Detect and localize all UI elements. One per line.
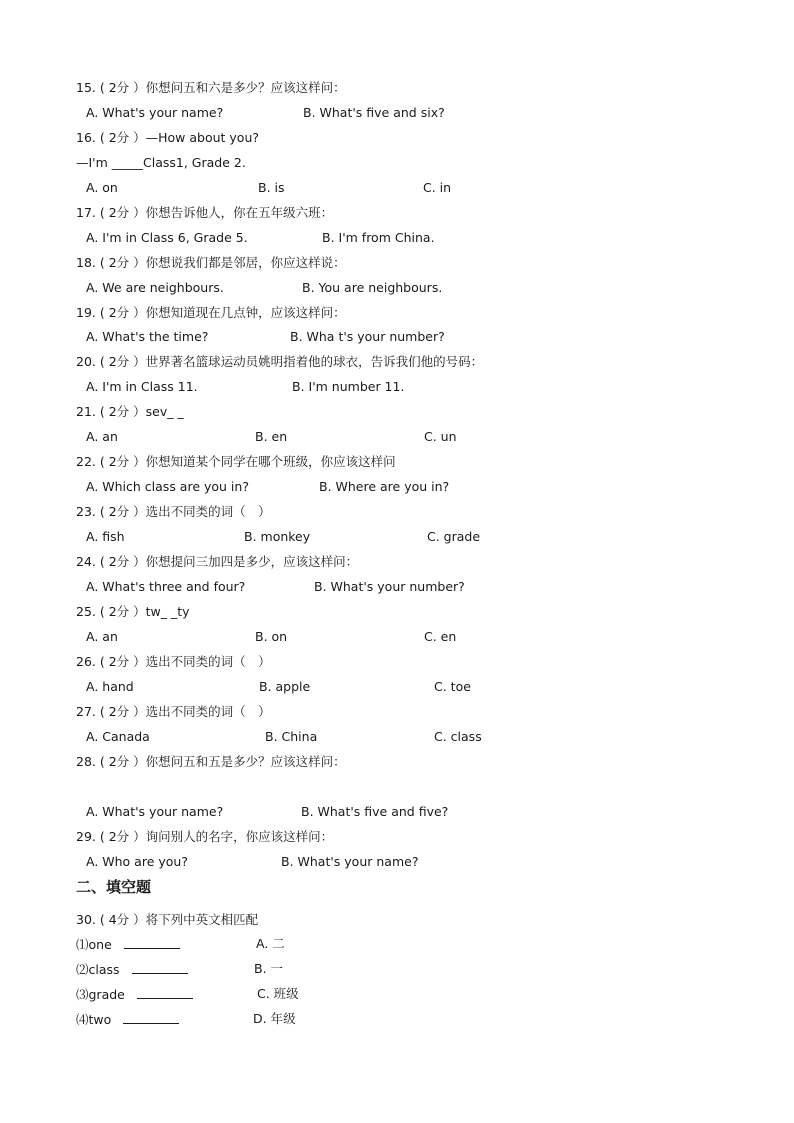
question-16-option-b[interactable]: B. is — [258, 180, 285, 195]
question-15-stem: 15. ( 2分 ）你想问五和六是多少？应该这样问： — [76, 80, 346, 95]
question-16-stem: 16. ( 2分 ）—How about you? — [76, 130, 260, 145]
question-19-stem: 19. ( 2分 ）你想知道现在几点钟，应该这样问： — [76, 305, 346, 320]
question-22-option-a[interactable]: A. Which class are you in? — [86, 479, 249, 494]
question-25-stem: 25. ( 2分 ）tw_ _ty — [76, 604, 190, 619]
question-27-option-b[interactable]: B. China — [265, 729, 318, 744]
question-19-option-a[interactable]: A. What's the time? — [86, 329, 209, 344]
match-blank-2[interactable] — [132, 961, 188, 974]
question-25-option-a[interactable]: A. an — [86, 629, 118, 644]
question-27-stem: 27. ( 2分 ）选出不同类的词（ ） — [76, 704, 271, 719]
question-27-option-c[interactable]: C. class — [434, 729, 482, 744]
question-28-option-a[interactable]: A. What's your name? — [86, 804, 224, 819]
question-15-option-a[interactable]: A. What's your name? — [86, 105, 224, 120]
question-23-stem: 23. ( 2分 ）选出不同类的词（ ） — [76, 504, 271, 519]
section-title-fill-in: 二、填空题 — [76, 878, 152, 896]
question-20-option-a[interactable]: A. I'm in Class 11. — [86, 379, 198, 394]
question-24-option-b[interactable]: B. What's your number? — [314, 579, 465, 594]
question-27-option-a[interactable]: A. Canada — [86, 729, 150, 744]
match-row-4-right: D. 年级 — [253, 1011, 296, 1026]
question-21-option-c[interactable]: C. un — [424, 429, 457, 444]
question-23-option-a[interactable]: A. fish — [86, 529, 125, 544]
question-26-stem: 26. ( 2分 ）选出不同类的词（ ） — [76, 654, 271, 669]
match-row-1-left — [76, 936, 180, 953]
question-23-option-c[interactable]: C. grade — [427, 529, 481, 544]
question-21-stem: 21. ( 2分 ）sev_ _ — [76, 404, 184, 419]
question-29-option-b[interactable]: B. What's your name? — [281, 854, 419, 869]
question-29-stem: 29. ( 2分 ）询问别人的名字，你应该这样问： — [76, 829, 334, 844]
question-24-stem: 24. ( 2分 ）你想提问三加四是多少，应该这样问： — [76, 554, 359, 569]
question-26-option-a[interactable]: A. hand — [86, 679, 134, 694]
question-28-option-b[interactable]: B. What's five and five? — [301, 804, 449, 819]
question-25-option-b[interactable]: B. on — [255, 629, 288, 644]
match-blank-4[interactable] — [123, 1011, 179, 1024]
question-16-stem-line2: —I'm _____Class1, Grade 2. — [76, 155, 246, 170]
question-18-option-b[interactable]: B. You are neighbours. — [302, 280, 443, 295]
match-item-1-label: ⑴one — [76, 937, 112, 952]
question-28-stem: 28. ( 2分 ）你想问五和五是多少？应该这样问： — [76, 754, 346, 769]
question-18-stem: 18. ( 2分 ）你想说我们都是邻居，你应这样说： — [76, 255, 346, 270]
question-26-option-c[interactable]: C. toe — [434, 679, 471, 694]
question-24-option-a[interactable]: A. What's three and four? — [86, 579, 246, 594]
question-26-option-b[interactable]: B. apple — [259, 679, 311, 694]
question-23-option-b[interactable]: B. monkey — [244, 529, 311, 544]
match-item-4-label: ⑷two — [76, 1012, 112, 1027]
question-19-option-b[interactable]: B. Wha t's your number? — [290, 329, 445, 344]
match-row-4-left — [76, 1011, 179, 1028]
match-row-3-left — [76, 986, 193, 1003]
question-17-stem: 17. ( 2分 ）你想告诉他人，你在五年级六班： — [76, 205, 334, 220]
question-29-option-a[interactable]: A. Who are you? — [86, 854, 188, 869]
match-blank-1[interactable] — [124, 936, 180, 949]
question-15-option-b[interactable]: B. What's five and six? — [303, 105, 445, 120]
question-16-option-a[interactable]: A. on — [86, 180, 118, 195]
question-17-option-a[interactable]: A. I'm in Class 6, Grade 5. — [86, 230, 248, 245]
match-row-2-right: B. 一 — [254, 961, 284, 976]
question-18-option-a[interactable]: A. We are neighbours. — [86, 280, 224, 295]
question-16-option-c[interactable]: C. in — [423, 180, 452, 195]
question-20-stem: 20. ( 2分 ）世界著名篮球运动员姚明指着他的球衣，告诉我们他的号码： — [76, 354, 484, 369]
match-blank-3[interactable] — [137, 986, 193, 999]
match-item-2-label: ⑵class — [76, 962, 120, 977]
question-25-option-c[interactable]: C. en — [424, 629, 457, 644]
question-22-option-b[interactable]: B. Where are you in? — [319, 479, 450, 494]
match-item-3-label: ⑶grade — [76, 987, 125, 1002]
match-row-3-right: C. 班级 — [257, 986, 299, 1001]
question-20-option-b[interactable]: B. I'm number 11. — [292, 379, 405, 394]
question-21-option-a[interactable]: A. an — [86, 429, 118, 444]
question-17-option-b[interactable]: B. I'm from China. — [322, 230, 435, 245]
match-row-2-left — [76, 961, 188, 978]
question-30-stem: 30. ( 4分 ）将下列中英文相匹配 — [76, 912, 259, 927]
question-22-stem: 22. ( 2分 ）你想知道某个同学在哪个班级，你应该这样问 — [76, 454, 396, 469]
question-21-option-b[interactable]: B. en — [255, 429, 288, 444]
match-row-1-right: A. 二 — [256, 936, 285, 951]
